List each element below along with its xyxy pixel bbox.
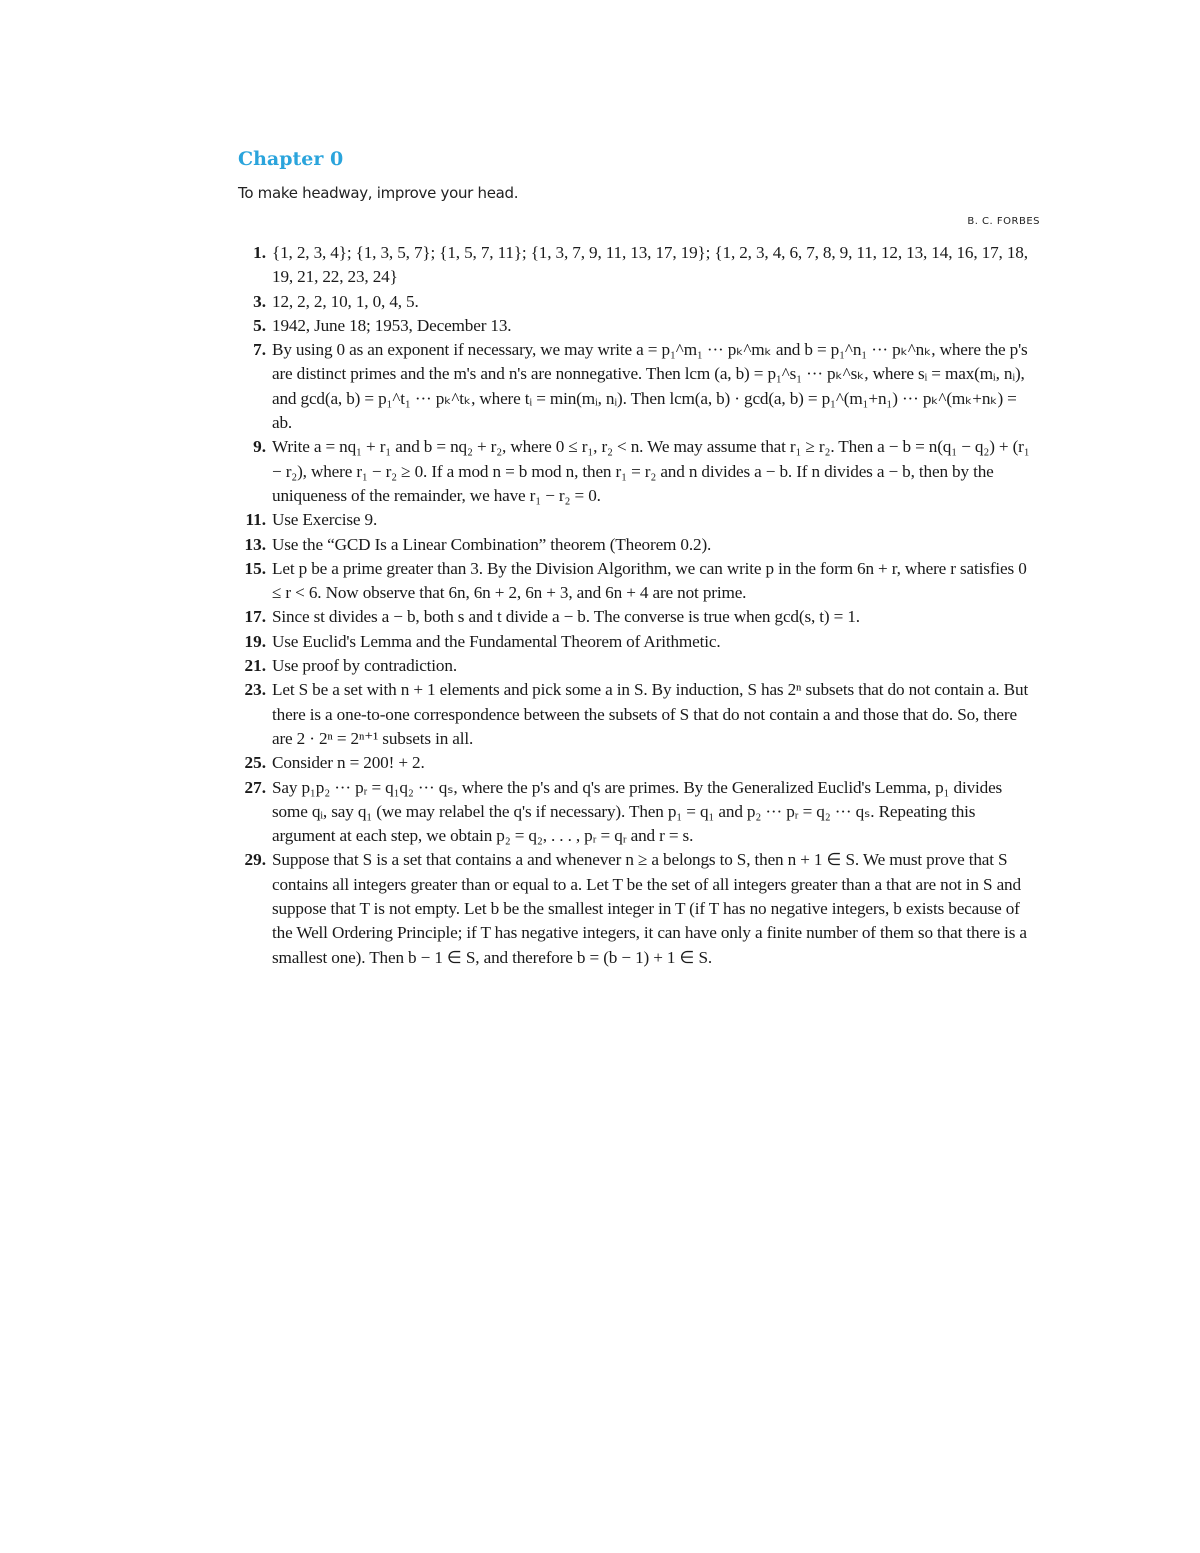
- answer-list: [238, 241, 1040, 970]
- answer-text: Use Euclid's Lemma and the Fundamental Theorem of Arithmetic.: [272, 631, 721, 651]
- answer-text: 1942, June 18; 1953, December 13.: [272, 315, 512, 335]
- answer-number: 23.: [244, 680, 266, 700]
- chapter-title: Chapter 0: [238, 148, 344, 170]
- answer-text: Use proof by contradiction.: [272, 656, 457, 676]
- answer-number: 3.: [253, 291, 266, 311]
- answer-item: [238, 751, 1040, 775]
- answer-item: [238, 776, 1040, 849]
- answer-item: [238, 533, 1040, 557]
- answer-number: 29.: [244, 850, 266, 870]
- answer-text: Use the “GCD Is a Linear Combination” theorem (Theorem 0.2).: [272, 534, 712, 554]
- answer-number: 21.: [244, 656, 266, 676]
- answer-text: Since st divides a − b, both s and t divide a − b. The converse is true when gcd(s, t) = 1.: [272, 607, 860, 627]
- answer-item: [238, 630, 1040, 654]
- answer-number: 25.: [244, 753, 266, 773]
- answer-item: [238, 435, 1040, 508]
- answer-item: [238, 848, 1040, 969]
- answer-text: Say p₁p₂ ··· pᵣ = q₁q₂ ··· qₛ, where the p's and q's are primes. By the Generalized Euclid's Lemma, p₁ divides some qᵢ, say q₁ (we may relabel the q's if necessary). Then p₁ = q₁ and p₂ ··· pᵣ = q₂ ··· qₛ. Repeating this argument at each step, we obtain p₂ = q₂, . . . , pᵣ = qᵣ and r = s.: [272, 777, 1003, 846]
- answer-number: 13.: [244, 534, 266, 554]
- epigraph-attribution: B. C. FORBES: [967, 216, 1040, 227]
- answer-item: [238, 654, 1040, 678]
- answer-item: [238, 338, 1040, 435]
- answer-number: 7.: [253, 340, 266, 360]
- answer-item: [238, 678, 1040, 751]
- answer-text: Let S be a set with n + 1 elements and pick some a in S. By induction, S has 2ⁿ subsets that do not contain a. But there is a one-to-one correspondence between the subsets of S that do not contain a and those that do. So, there are 2 · 2ⁿ = 2ⁿ⁺¹ subsets in all.: [272, 680, 1029, 748]
- answer-item: [238, 605, 1040, 629]
- answer-text: Consider n = 200! + 2.: [272, 753, 425, 773]
- answer-number: 27.: [244, 777, 266, 797]
- epigraph-quote: To make headway, improve your head.: [238, 184, 519, 202]
- answer-item: [238, 557, 1040, 606]
- answer-number: 1.: [253, 243, 266, 262]
- answer-text: Write a = nq₁ + r₁ and b = nq₂ + r₂, where 0 ≤ r₁, r₂ < n. We may assume that r₁ ≥ r₂. Then a − b = n(q₁ − q₂) + (r₁ − r₂), where r₁ − r₂ ≥ 0. If a mod n = b mod n, then r₁ = r₂ and n divides a − b. If n divides a − b, then by the uniqueness of the remainder, we have r₁ − r₂ = 0.: [272, 437, 1030, 505]
- answer-number: 9.: [253, 437, 266, 457]
- answer-item: [238, 241, 1040, 290]
- answer-number: 15.: [244, 558, 266, 578]
- answer-number: 17.: [244, 607, 266, 627]
- answer-item: [238, 290, 1040, 314]
- answer-text: Let p be a prime greater than 3. By the Division Algorithm, we can write p in the form 6n + r, where r satisfies 0 ≤ r < 6. Now observe that 6n, 6n + 2, 6n + 3, and 6n + 4 are not prime.: [272, 558, 1027, 603]
- answer-text: Suppose that S is a set that contains a and whenever n ≥ a belongs to S, then n + 1 ∈ S. We must prove that S contains all integers greater than or equal to a. Let T be the set of all integers greater than a that are not in S and suppose that T is not empty. Let b be the smallest integer in T (if T has no negative integers, b exists because of the Well Ordering Principle; if T has negative integers, it can have only a finite number of them so that there is a smallest one). Then b − 1 ∈ S, and therefore b = (b − 1) + 1 ∈ S.: [272, 850, 1027, 967]
- answer-text: {1, 2, 3, 4}; {1, 3, 5, 7}; {1, 5, 7, 11}; {1, 3, 7, 9, 11, 13, 17, 19}; {1, 2, 3, 4, 6, 7, 8, 9, 11, 12, 13, 14, 16, 17, 18, 19, 21, 22, 23, 24}: [272, 243, 1028, 287]
- document-page: [238, 146, 1040, 970]
- answer-text: By using 0 as an exponent if necessary, we may write a = p₁^m₁ ··· pₖ^mₖ and b = p₁^n₁ ··· pₖ^nₖ, where the p's are distinct primes and the m's and n's are nonnegative. Then lcm (a, b) = p₁^s₁ ··· pₖ^sₖ, where sᵢ = max(mᵢ, nᵢ), and gcd(a, b) = p₁^t₁ ··· pₖ^tₖ, where tᵢ = min(mᵢ, nᵢ). Then lcm(a, b) · gcd(a, b) = p₁^(m₁+n₁) ··· pₖ^(mₖ+nₖ) = ab.: [272, 340, 1028, 433]
- answer-text: 12, 2, 2, 10, 1, 0, 4, 5.: [272, 291, 419, 311]
- answer-number: 19.: [244, 631, 266, 651]
- answer-item: [238, 508, 1040, 532]
- answer-number: 11.: [245, 510, 266, 530]
- answer-item: [238, 314, 1040, 338]
- answer-text: Use Exercise 9.: [272, 510, 378, 530]
- answer-number: 5.: [253, 315, 266, 335]
